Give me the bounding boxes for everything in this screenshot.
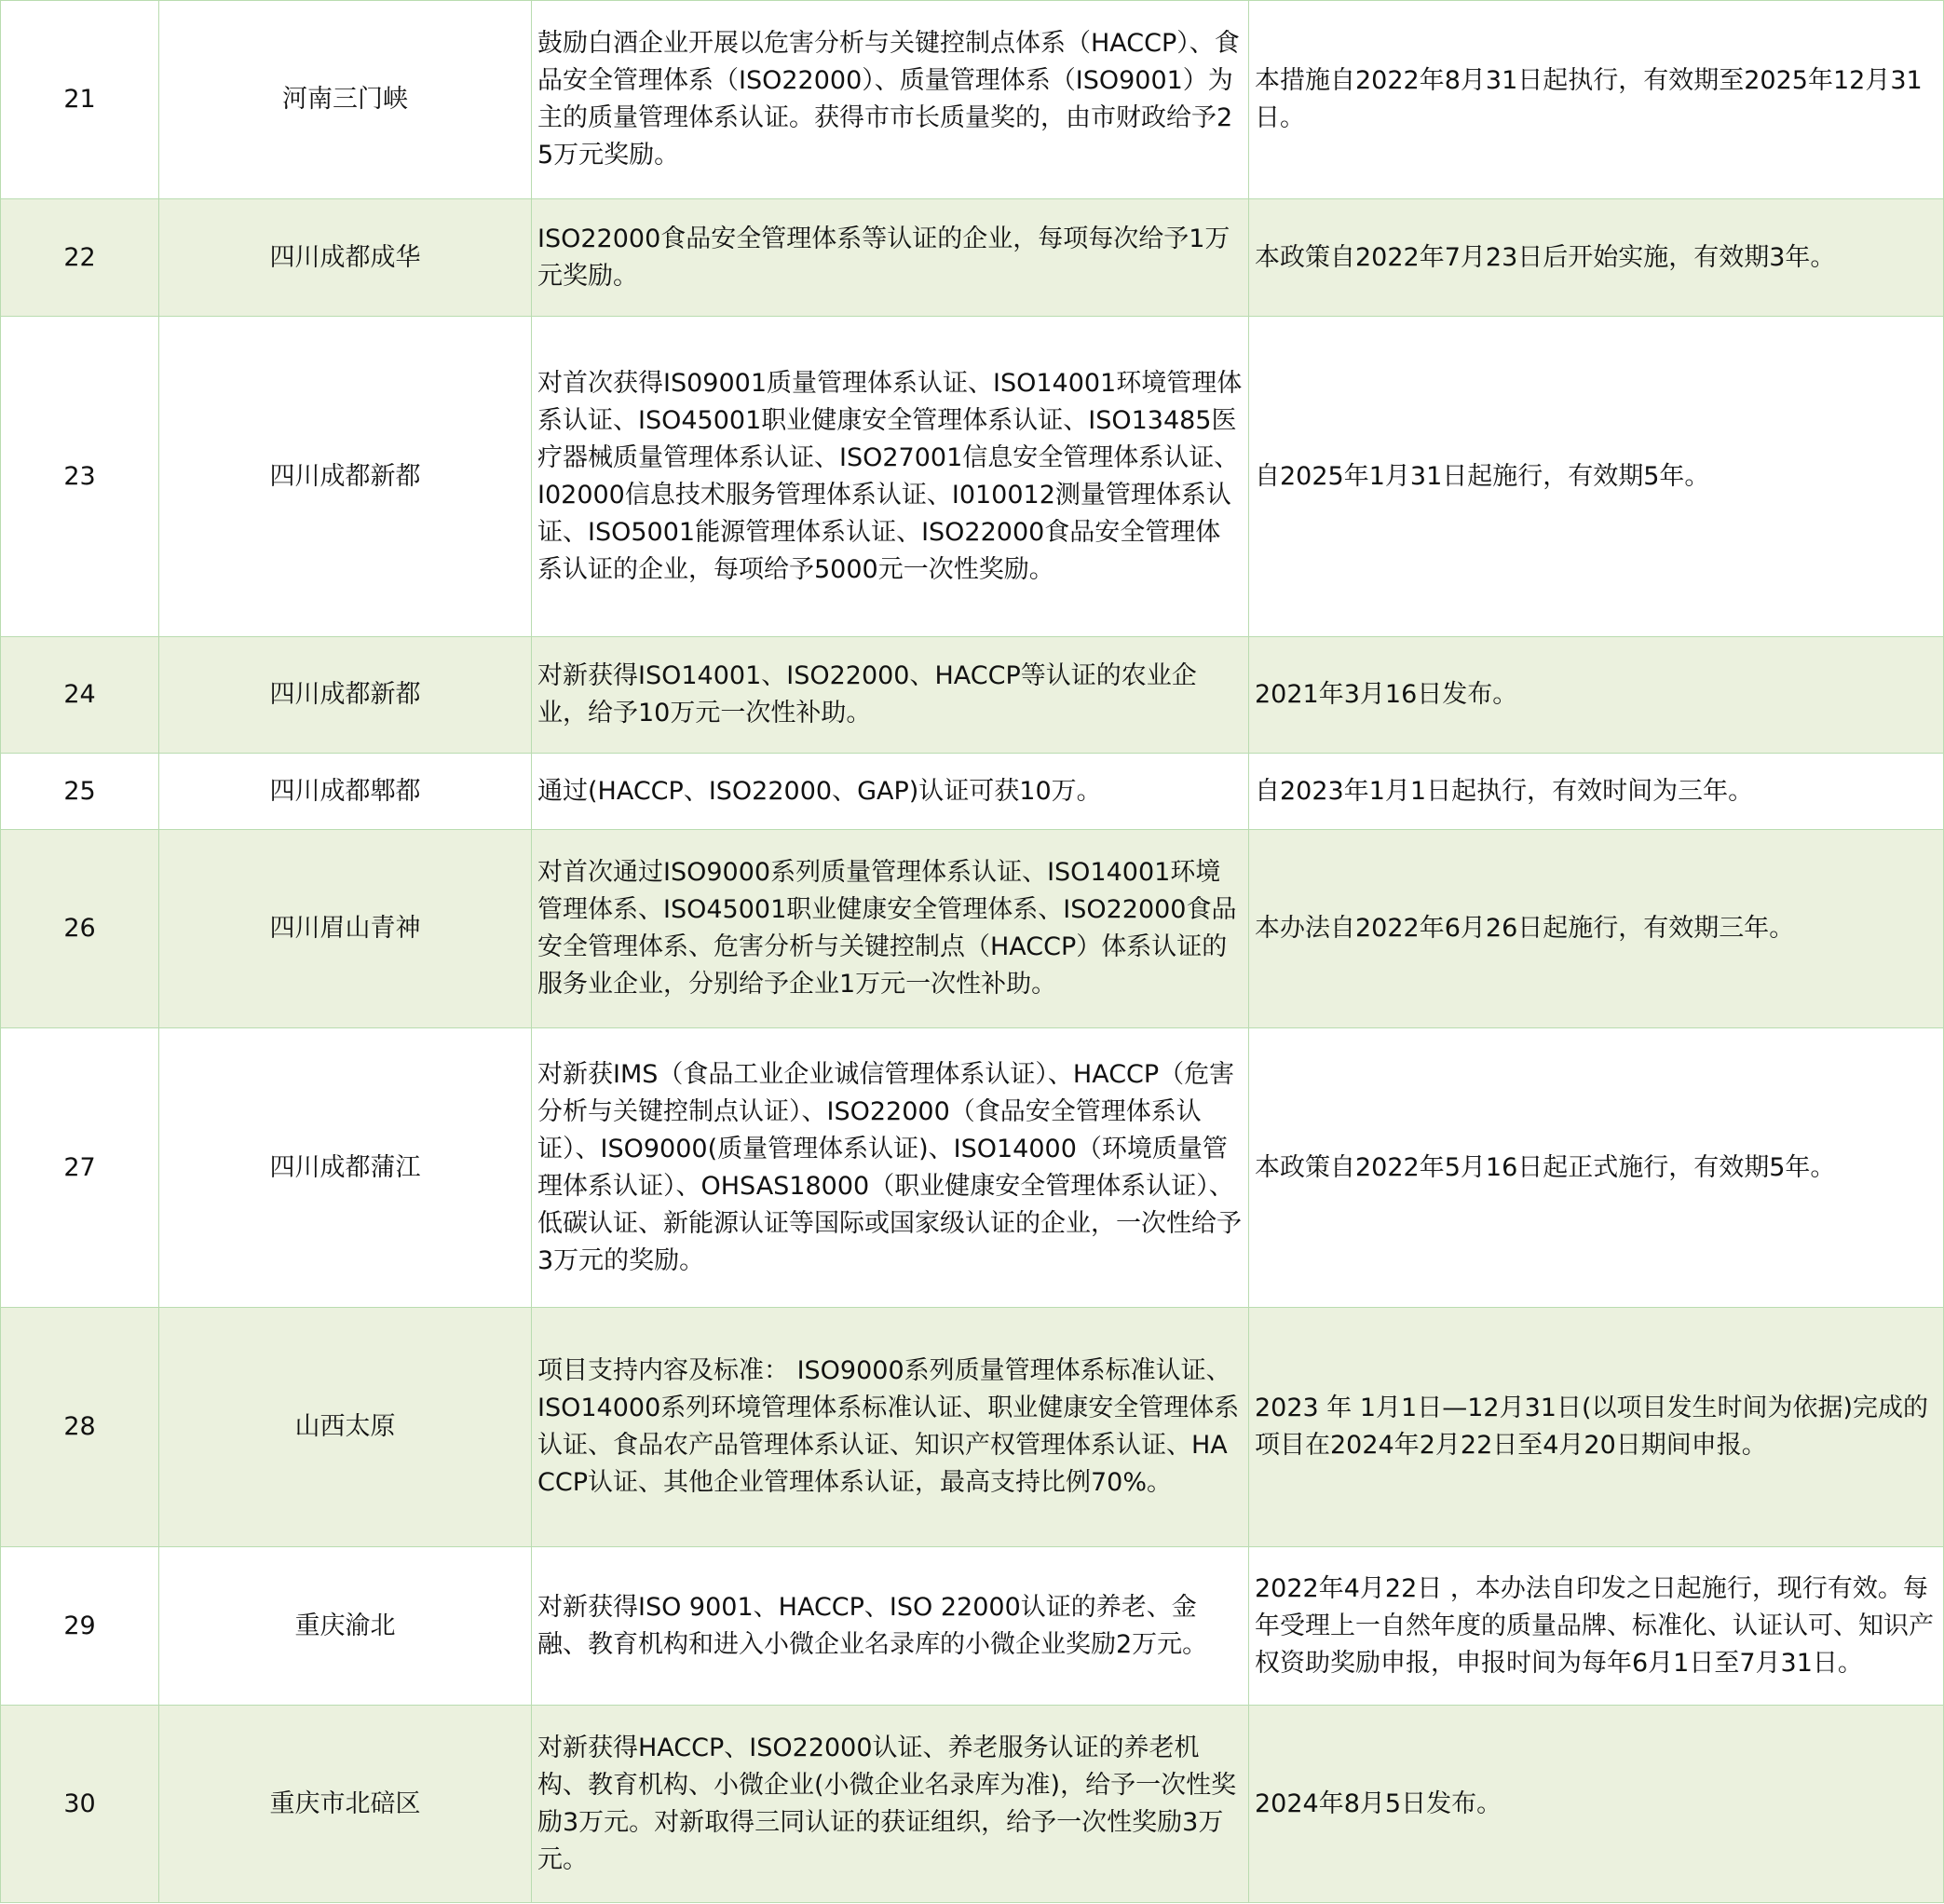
policy-text: 对新获IMS（食品工业企业诚信管理体系认证）、HACCP（危害分析与关键控制点认证）、ISO22000（食品安全管理体系认证）、ISO9000(质量管理体系认证)、ISO14000（环境质量管理体系认证）、OHSAS18000（职业健康安全管理体系认证）、低碳认证、新能源认证等国际或国家级认证的企业，一次性给予3万元的奖励。 [537, 1059, 1242, 1275]
policy-cell [532, 830, 1249, 1028]
row-number: 23 [1, 317, 159, 637]
effective-date-cell [1249, 1, 1944, 199]
row-number: 22 [1, 199, 159, 317]
policy-text: 对新获得ISO 9001、HACCP、ISO 22000认证的养老、金融、教育机构和进入小微企业名录库的小微企业奖励2万元。 [537, 1592, 1208, 1659]
effective-date-cell [1249, 830, 1944, 1028]
row-number: 24 [1, 637, 159, 754]
effective-date-cell [1249, 317, 1944, 637]
policy-cell [532, 637, 1249, 754]
table-row [1, 1, 1944, 199]
policy-text: 项目支持内容及标准： ISO9000系列质量管理体系标准认证、 ISO14000系列环境管理体系标准认证、职业健康安全管理体系认证、食品农产品管理体系认证、知识产权管理体系认证、HACCP认证、其他企业管理体系认证，最高支持比例70%。 [537, 1356, 1240, 1497]
effective-date-cell [1249, 1706, 1944, 1903]
effective-date-text: 本措施自2022年8月31日起执行，有效期至2025年12月31日。 [1255, 66, 1923, 132]
region-cell: 重庆渝北 [159, 1547, 532, 1706]
policy-cell [532, 1, 1249, 199]
table-row [1, 830, 1944, 1028]
policy-cell [532, 317, 1249, 637]
effective-date-text: 2021年3月16日发布。 [1255, 680, 1518, 709]
row-number: 27 [1, 1028, 159, 1308]
effective-date-text: 自2023年1月1日起执行，有效时间为三年。 [1255, 776, 1754, 806]
table-row [1, 1547, 1944, 1706]
region-cell: 河南三门峡 [159, 1, 532, 199]
effective-date-cell [1249, 1547, 1944, 1706]
region-cell: 四川成都新都 [159, 637, 532, 754]
row-number: 28 [1, 1308, 159, 1547]
region-cell: 四川成都成华 [159, 199, 532, 317]
region-cell: 四川成都蒲江 [159, 1028, 532, 1308]
effective-date-text: 本政策自2022年5月16日起正式施行，有效期5年。 [1255, 1152, 1836, 1182]
effective-date-cell [1249, 637, 1944, 754]
effective-date-text: 2024年8月5日发布。 [1255, 1788, 1502, 1818]
row-number: 29 [1, 1547, 159, 1706]
effective-date-cell [1249, 1308, 1944, 1547]
table-row [1, 1028, 1944, 1308]
table-row [1, 1308, 1944, 1547]
policy-cell [532, 1028, 1249, 1308]
effective-date-cell [1249, 199, 1944, 317]
policy-text: 对首次通过ISO9000系列质量管理体系认证、ISO14001环境管理体系、ISO45001职业健康安全管理体系、ISO22000食品安全管理体系、危害分析与关键控制点（HACCP）体系认证的服务业企业，分别给予企业1万元一次性补助。 [537, 858, 1237, 999]
effective-date-text: 2023 年 1月1日—12月31日(以项目发生时间为依据)完成的项目在2024年2月22日至4月20日期间申报。 [1255, 1394, 1929, 1460]
row-number: 25 [1, 754, 159, 830]
policy-cell [532, 1706, 1249, 1903]
policy-cell [532, 1547, 1249, 1706]
policy-cell [532, 199, 1249, 317]
policy-text: 对新获得ISO14001、ISO22000、HACCP等认证的农业企业，给予10万元一次性补助。 [537, 661, 1197, 728]
policy-cell [532, 754, 1249, 830]
region-cell: 重庆市北碚区 [159, 1706, 532, 1903]
region-cell: 山西太原 [159, 1308, 532, 1547]
effective-date-text: 2022年4月22日 ，本办法自印发之日起施行，现行有效。每年受理上一自然年度的质量品牌、标准化、认证认可、知识产权资助奖励申报，申报时间为每年6月1日至7月31日。 [1255, 1573, 1934, 1678]
table-row [1, 1706, 1944, 1903]
policy-text: 对首次获得IS09001质量管理体系认证、ISO14001环境管理体系认证、ISO45001职业健康安全管理体系认证、ISO13485医疗器械质量管理体系认证、ISO27001信息安全管理体系认证、I02000信息技术服务管理体系认证、I010012测量管理体系认证、ISO5001能源管理体系认证、ISO22000食品安全管理体系认证的企业，每项给予5000元一次性奖励。 [537, 368, 1243, 584]
table-row [1, 754, 1944, 830]
policy-text: ISO22000食品安全管理体系等认证的企业，每项每次给予1万元奖励。 [537, 224, 1230, 291]
policy-cell [532, 1308, 1249, 1547]
table-row [1, 317, 1944, 637]
policy-text: 鼓励白酒企业开展以危害分析与关键控制点体系（HACCP）、食品安全管理体系（ISO22000）、质量管理体系（ISO9001）为主的质量管理体系认证。获得市市长质量奖的，由市财政给予25万元奖励。 [537, 29, 1240, 170]
effective-date-cell [1249, 754, 1944, 830]
region-cell: 四川眉山青神 [159, 830, 532, 1028]
row-number: 21 [1, 1, 159, 199]
effective-date-text: 本办法自2022年6月26日起施行，有效期三年。 [1255, 914, 1795, 943]
effective-date-cell [1249, 1028, 1944, 1308]
table-row [1, 637, 1944, 754]
policy-text: 对新获得HACCP、ISO22000认证、养老服务认证的养老机构、教育机构、小微企业(小微企业名录库为准)，给予一次性奖励3万元。对新取得三同认证的获证组织，给予一次性奖励3万元。 [537, 1733, 1237, 1874]
region-cell: 四川成都郫都 [159, 754, 532, 830]
policy-text: 通过(HACCP、ISO22000、GAP)认证可获10万。 [537, 776, 1102, 806]
row-number: 30 [1, 1706, 159, 1903]
effective-date-text: 自2025年1月31日起施行，有效期5年。 [1255, 461, 1710, 491]
table-row [1, 199, 1944, 317]
region-cell: 四川成都新都 [159, 317, 532, 637]
effective-date-text: 本政策自2022年7月23日后开始实施，有效期3年。 [1255, 242, 1836, 272]
row-number: 26 [1, 830, 159, 1028]
